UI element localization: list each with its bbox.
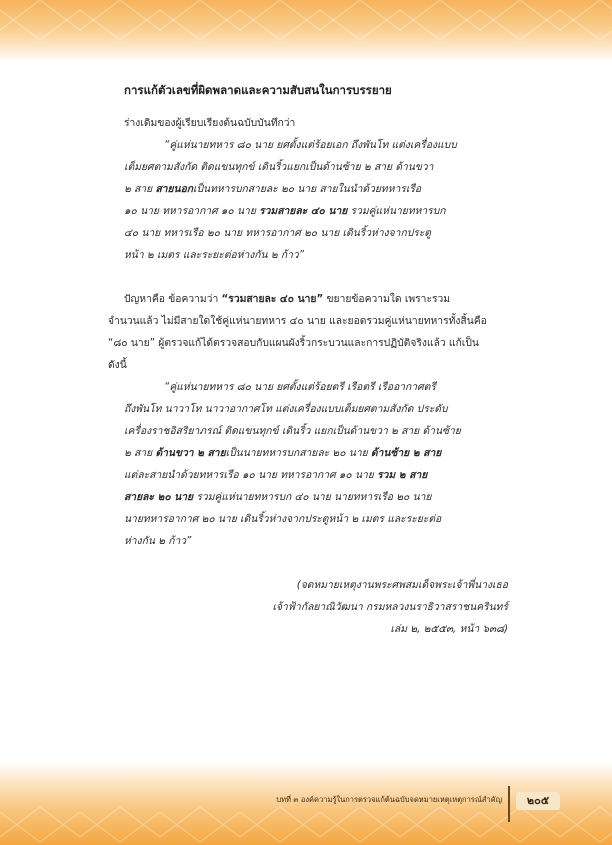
quote-line: ๔๐ นาย ทหารเรือ ๒๐ นาย ทหารอากาศ ๒๐ นาย เดินริ้วห่างจากประตู xyxy=(124,227,431,239)
problem-line: ดังนี้ xyxy=(108,359,127,371)
problem-line: ปัญหาคือ ข้อความว่า “รวมสายละ ๔๐ นาย” ขยายข้อความใด เพราะรวม xyxy=(124,293,451,305)
page-number: ๒๐๕ xyxy=(516,792,560,810)
problem-paragraph xyxy=(108,288,518,376)
quote-line: ๒ สาย ด้านขวา ๒ สายเป็นนายทหารบกสายละ ๒๐ นาย ด้านซ้าย ๒ สาย xyxy=(124,447,442,459)
emphasis: รวม ๒ สาย xyxy=(377,469,428,481)
quote-line: แต่ละสายนำด้วยทหารเรือ ๑๐ นาย ทหารอากาศ ๑๐ นาย รวม ๒ สาย xyxy=(124,469,428,481)
intro-paragraph xyxy=(108,112,508,134)
citation-line: (จดหมายเหตุงานพระศพสมเด็จพระเจ้าพี่นางเธอ xyxy=(296,579,508,591)
quote-line: ๒ สาย สายนอกเป็นทหารบกสายละ ๒๐ นาย สายในนำด้วยทหารเรือ xyxy=(124,183,422,195)
intro-line: ร่างเดิมของผู้เรียบเรียงต้นฉบับบันทึกว่า xyxy=(124,117,296,129)
quote-line: “คู่แห่นายทหาร ๘๐ นาย ยศตั้งแต่ร้อยตรี เรือตรี เรืออากาศตรี xyxy=(164,381,436,393)
emphasis: สายละ ๒๐ นาย xyxy=(124,491,194,503)
problem-line: “๘๐ นาย” ผู้ตรวจแก้ได้ตรวจสอบกับแผนผังริ้วกระบวนและการปฏิบัติจริงแล้ว แก้เป็น xyxy=(108,337,479,349)
header-ornament xyxy=(0,0,612,62)
source-citation xyxy=(128,574,508,640)
footer-divider xyxy=(508,786,510,822)
emphasis: ด้านซ้าย ๒ สาย xyxy=(370,447,442,459)
emphasis: สายนอก xyxy=(155,183,193,195)
problem-line: จำนวนแล้ว ไม่มีสายใดใช้คู่แห่นายทหาร ๔๐ นาย และยอดรวมคู่แห่นายทหารทั้งสิ้นคือ xyxy=(108,315,487,327)
quote-line: หน้า ๒ เมตร และระยะต่อห่างกัน ๒ ก้าว” xyxy=(124,249,305,261)
quote-line: “คู่แห่นายทหาร ๘๐ นาย ยศตั้งแต่ร้อยเอก ถึงพันโท แต่งเครื่องแบบ xyxy=(164,139,457,151)
quote-line: ๑๐ นาย ทหารอากาศ ๑๐ นาย รวมสายละ ๔๐ นาย รวมคู่แห่นายทหารบก xyxy=(124,205,446,217)
original-quote xyxy=(124,134,512,266)
quote-line: ห่างกัน ๒ ก้าว” xyxy=(124,535,192,547)
emphasis: ด้านขวา ๒ สาย xyxy=(155,447,226,459)
quote-line: นายทหารอากาศ ๒๐ นาย เดินริ้วห่างจากประตูหน้า ๒ เมตร และระยะต่อ xyxy=(124,513,442,525)
corrected-quote xyxy=(124,376,512,552)
quote-line: เครื่องราชอิสริยาภรณ์ ติดแขนทุกข์ เดินริ้ว แยกเป็นด้านขวา ๒ สาย ด้านซ้าย xyxy=(124,425,461,437)
citation-line: เล่ม ๒, ๒๕๕๓, หน้า ๖๓๘) xyxy=(390,623,508,635)
emphasis: “รวมสายละ ๔๐ นาย” xyxy=(221,293,324,305)
quote-line: สายละ ๒๐ นาย รวมคู่แห่นายทหารบก ๔๐ นาย นายทหารเรือ ๒๐ นาย xyxy=(124,491,432,503)
citation-line: เจ้าฟ้ากัลยาณิวัฒนา กรมหลวงนราธิวาสราชนครินทร์ xyxy=(272,601,508,613)
footer-chapter-title: บทที่ ๓ องค์ความรู้ในการตรวจแก้ต้นฉบับจดหมายเหตุเหตุการณ์สำคัญ xyxy=(276,795,502,804)
quote-line: ถึงพันโท นาวาโท นาวาอากาศโท แต่งเครื่องแบบเต็มยศตามสังกัด ประดับ xyxy=(124,403,448,415)
section-heading: การแก้ตัวเลขที่ผิดพลาดและความสับสนในการบรรยาย xyxy=(124,83,392,97)
quote-line: เต็มยศตามสังกัด ติดแขนทุกข์ เดินริ้วแยกเป็นด้านซ้าย ๒ สาย ด้านขวา xyxy=(124,161,434,173)
header-decoration-band xyxy=(0,0,612,62)
emphasis: รวมสายละ ๔๐ นาย xyxy=(259,205,348,217)
